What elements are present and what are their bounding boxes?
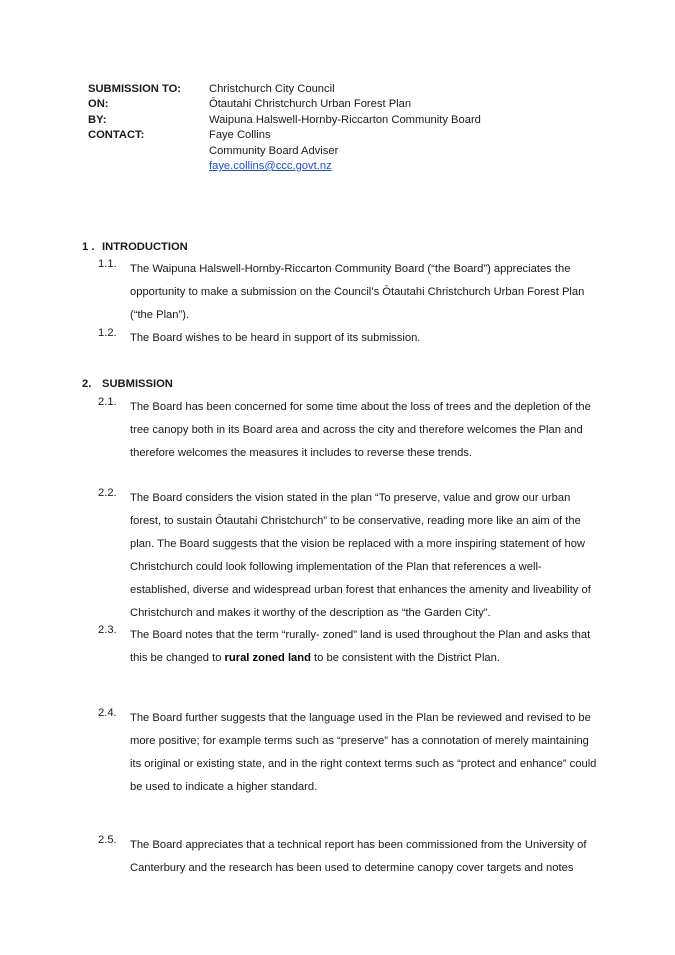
paragraph-text: The Board appreciates that a technical report has been commissioned from the University of Canterbury and the research has been used to determine canopy cover targets and notes bbox=[130, 839, 587, 874]
header-value: Christchurch City Council bbox=[209, 83, 335, 95]
header-label: SUBMISSION TO: bbox=[88, 83, 182, 95]
header-label: ON: bbox=[88, 98, 109, 111]
section-heading-submission bbox=[82, 376, 173, 392]
paragraph-number: 1.2. bbox=[98, 327, 117, 339]
paragraph-1-1 bbox=[98, 258, 598, 327]
header-row-on bbox=[88, 97, 628, 112]
header-row-contact bbox=[88, 128, 628, 143]
paragraph-1-2 bbox=[98, 327, 598, 350]
paragraph-2-5 bbox=[98, 834, 598, 880]
header-value: Ōtautahi Christchurch Urban Forest Plan bbox=[209, 98, 412, 111]
paragraph-text: The Board has been concerned for some time about the loss of trees and the depletion of the tree canopy both in its Board area and across the city and therefore welcomes the Plan and therefore welcomes the measures it includes to reverse these trends. bbox=[130, 401, 591, 459]
paragraph-number: 2.2. bbox=[98, 487, 117, 499]
header-value: Waipuna Halswell-Hornby-Riccarton Community Board bbox=[209, 113, 481, 126]
header-row-contact-role bbox=[88, 144, 628, 159]
paragraph-number: 2.5. bbox=[98, 834, 117, 846]
paragraph-text bbox=[130, 624, 598, 670]
header-row-contact-email bbox=[88, 159, 628, 174]
section-number: 1 . bbox=[82, 241, 95, 253]
contact-role: Community Board Adviser bbox=[209, 144, 339, 157]
paragraph-2-2 bbox=[98, 487, 598, 625]
paragraph-number: 2.4. bbox=[98, 707, 117, 719]
header-row-by bbox=[88, 113, 628, 128]
paragraph-number: 2.3. bbox=[98, 624, 117, 636]
paragraph-text-start: The Board notes that the term “rurally- zoned” land is used throughout the Plan and asks that this be changed to bbox=[130, 629, 591, 664]
paragraph-text: The Board further suggests that the language used in the Plan be reviewed and revised to be more positive; for example terms such as “preserve” has a connotation of merely maintaining its original or existing state, and in the right context terms such as “protect and enhance” could be used to indicate a higher standard. bbox=[130, 712, 597, 793]
bold-term: rural zoned land bbox=[224, 652, 311, 664]
paragraph-2-1 bbox=[98, 396, 598, 465]
paragraph-2-3 bbox=[98, 624, 598, 670]
paragraph-number: 2.1. bbox=[98, 396, 117, 408]
paragraph-number: 1.1. bbox=[98, 258, 117, 270]
paragraph-text: The Board considers the vision stated in the plan “To preserve, value and grow our urban forest, to sustain Ōtautahi Christchurch” to be conservative, reading more like an aim of the plan. The Board suggests that the vision be replaced with a more inspiring statement of how Christchurch could look following implementation of the Plan that references a well-established, diverse and widespread urban forest that enhances the amenity and liveability of Christchurch and makes it worthy of the description as “the Garden City”. bbox=[130, 492, 591, 619]
paragraph-text: The Board wishes to be heard in support of its submission. bbox=[130, 332, 421, 344]
paragraph-2-4 bbox=[98, 707, 598, 799]
paragraph-text-end: to be consistent with the District Plan. bbox=[310, 652, 500, 664]
section-number: 2. bbox=[82, 378, 92, 390]
contact-email-link[interactable]: faye.collins@ccc.govt.nz bbox=[209, 159, 332, 172]
section-title: INTRODUCTION bbox=[102, 241, 188, 253]
header-value: Faye Collins bbox=[209, 129, 271, 142]
header-label: BY: bbox=[88, 113, 107, 126]
header-row-submission-to bbox=[88, 82, 628, 97]
header-label: CONTACT: bbox=[88, 129, 145, 142]
submission-header bbox=[88, 82, 628, 174]
section-heading-introduction bbox=[82, 239, 188, 255]
section-title: SUBMISSION bbox=[102, 378, 173, 390]
paragraph-text: The Waipuna Halswell-Hornby-Riccarton Community Board (“the Board”) appreciates the opportunity to make a submission on the Council’s Ōtautahi Christchurch Urban Forest Plan (“the Plan”). bbox=[130, 263, 585, 321]
